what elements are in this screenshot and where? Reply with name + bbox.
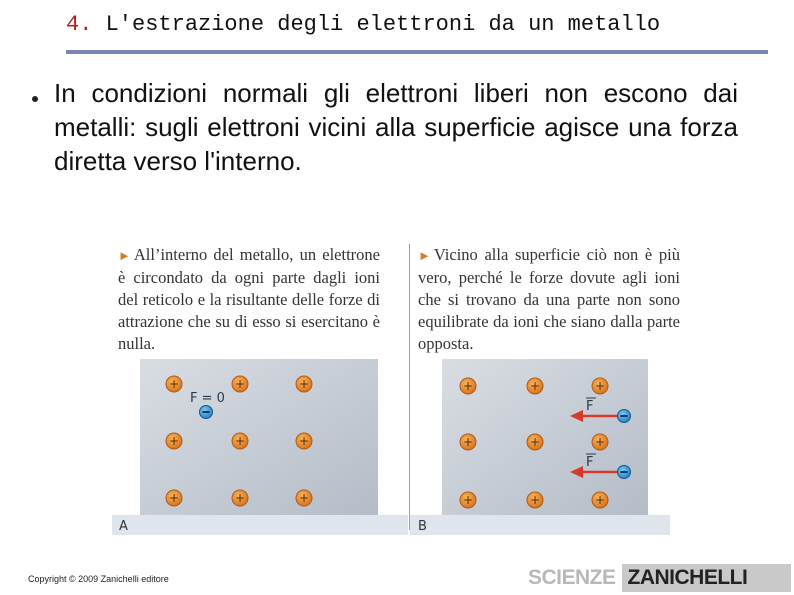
svg-text:+: + — [529, 379, 541, 393]
force-zero-label: F = 0 — [190, 391, 225, 406]
svg-text:+: + — [298, 491, 310, 505]
svg-text:+: + — [594, 379, 606, 393]
svg-text:+: + — [298, 434, 310, 448]
logo-scienze: SCIENZE — [528, 566, 616, 589]
panel-a-text: All’interno del metallo, un elettrone è circondato da ogni parte dagli ioni del reticolo e la risultante delle forze di attrazione che su di esso si esercitano è nulla. — [118, 245, 380, 353]
panel-a-letter: A — [119, 519, 128, 534]
ion-icon — [592, 492, 608, 508]
ion-icon — [592, 378, 608, 394]
ion-icon — [166, 490, 182, 506]
force-label-1: F — [586, 399, 594, 414]
electron-icon — [618, 466, 631, 479]
bullet-icon — [32, 96, 38, 102]
svg-text:+: + — [529, 493, 541, 507]
ion-icon — [232, 433, 248, 449]
ion-icon — [296, 433, 312, 449]
svg-text:+: + — [168, 491, 180, 505]
ion-icon — [166, 433, 182, 449]
electron-icon — [200, 406, 213, 419]
panel-a-illustration — [112, 355, 408, 535]
ion-icon — [460, 434, 476, 450]
triangle-marker-icon: ► — [418, 248, 431, 263]
panel-b-illustration — [410, 355, 670, 535]
svg-text:+: + — [234, 491, 246, 505]
electron-icon — [618, 410, 631, 423]
ion-icon — [232, 490, 248, 506]
copyright-notice: Copyright © 2009 Zanichelli editore — [28, 574, 169, 584]
panel-b-letter: B — [418, 519, 427, 534]
svg-text:+: + — [234, 434, 246, 448]
title-number: 4. — [66, 12, 93, 37]
svg-text:+: + — [298, 377, 310, 391]
svg-text:+: + — [529, 435, 541, 449]
panel-b-caption — [418, 244, 680, 355]
page-title — [66, 12, 660, 37]
publisher-logo — [528, 564, 791, 592]
ion-icon — [232, 376, 248, 392]
svg-text:+: + — [462, 435, 474, 449]
title-underline — [66, 50, 768, 54]
triangle-marker-icon: ► — [118, 248, 131, 263]
ion-icon — [296, 376, 312, 392]
panel-b-text: Vicino alla superficie ciò non è più vero, perché le forze dovute agli ioni che si trovano da una parte non sono equilibrate da ioni che siano dalla parte opposta. — [418, 245, 680, 353]
force-label-2: F — [586, 455, 594, 470]
ion-icon — [166, 376, 182, 392]
panel-a-letter-strip — [112, 515, 408, 535]
svg-text:+: + — [168, 434, 180, 448]
svg-text:+: + — [168, 377, 180, 391]
svg-text:+: + — [234, 377, 246, 391]
panel-b-letter-strip — [410, 515, 670, 535]
ion-icon — [527, 434, 543, 450]
ion-icon — [592, 434, 608, 450]
ion-icon — [527, 378, 543, 394]
svg-text:+: + — [462, 379, 474, 393]
ion-icon — [460, 378, 476, 394]
svg-text:+: + — [594, 435, 606, 449]
bullet-text: In condizioni normali gli elettroni liberi non escono dai metalli: sugli elettroni vicini alla superficie agisce una forza diretta verso l'interno. — [54, 78, 738, 176]
title-text: L'estrazione degli elettroni da un metallo — [105, 12, 661, 37]
ion-icon — [460, 492, 476, 508]
ion-icon — [296, 490, 312, 506]
panel-a-caption — [118, 244, 380, 355]
logo-zanichelli: ZANICHELLI — [622, 564, 792, 592]
svg-text:+: + — [594, 493, 606, 507]
ion-icon — [527, 492, 543, 508]
svg-text:+: + — [462, 493, 474, 507]
